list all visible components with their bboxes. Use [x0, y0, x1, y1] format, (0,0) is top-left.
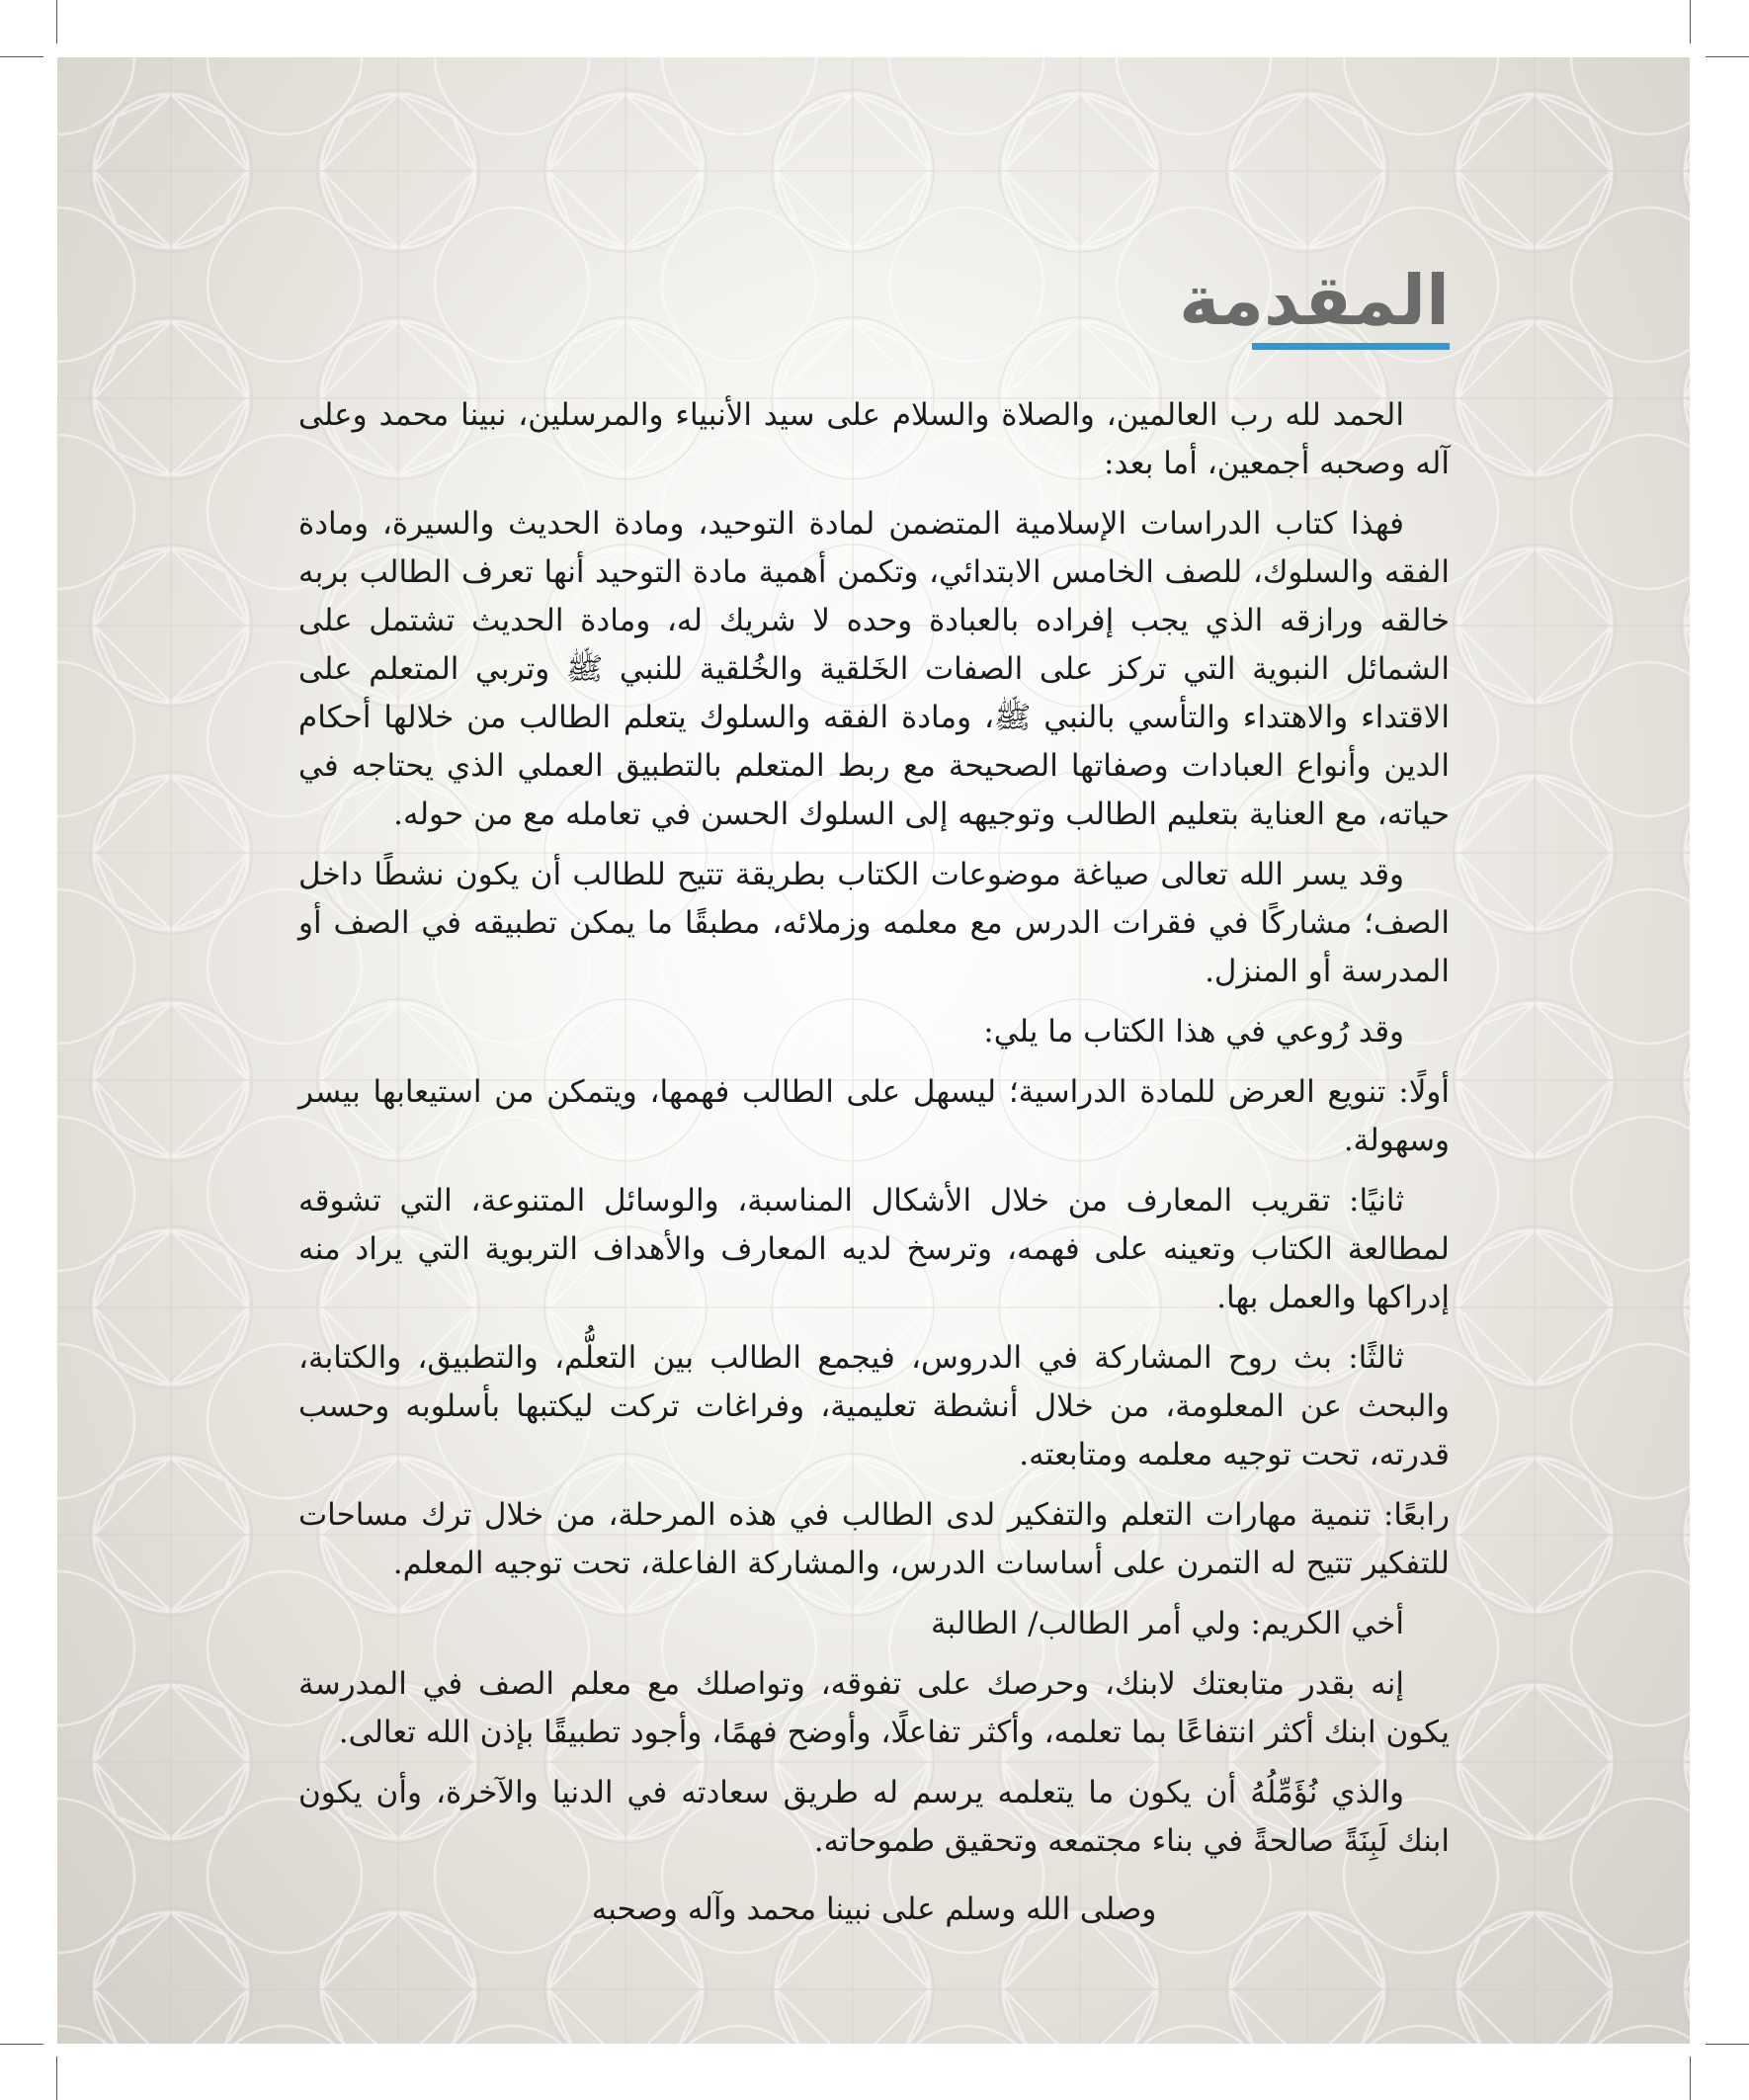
paragraph-closing-prayer: وصلى الله وسلم على نبينا محمد وآله وصحبه	[591, 1891, 1157, 1927]
paragraph-guardian-followup: إنه بقدر متابعتك لابنك، وحرصك على تفوقه، وتواصلك مع معلم الصف في المدرسة يكون ابنك أكثر انتفاعًا بما تعلمه، وأكثر تفاعلًا، وأوضح فهمًا، وأجود تطبيقًا بإذن الله تعالى.	[298, 1666, 1450, 1750]
body-text	[298, 391, 1450, 1946]
title-underline	[1252, 343, 1450, 350]
paragraph-opening: الحمد لله رب العالمين، والصلاة والسلام على سيد الأنبياء والمرسلين، نبينا محمد وعلى آله وصحبه أجمعين، أما بعد:	[298, 397, 1450, 481]
crop-mark-top-right-h	[1706, 56, 1749, 57]
paragraph-hope: والذي نُؤَمِّلُهُ أن يكون ما يتعلمه يرسم له طريق سعادته في الدنيا والآخرة، وأن يكون ابنك لَبِنَةً صالحةً في بناء مجتمعه وتحقيق طموحاته.	[298, 1775, 1450, 1859]
page	[57, 57, 1690, 2044]
crop-mark-top-right-v	[1690, 0, 1691, 43]
page-title: المقدمة	[1179, 260, 1450, 341]
crop-mark-top-left-v	[56, 0, 57, 43]
paragraph-book-description: فهذا كتاب الدراسات الإسلامية المتضمن لمادة التوحيد، ومادة الحديث والسيرة، ومادة الفقه والسلوك، للصف الخامس الابتدائي، وتكمن أهمية مادة التوحيد أنها تعرف الطالب بربه خالقه ورازقه الذي يجب إفراده بالعبادة وحده لا شريك له، ومادة الحديث تشتمل على الشمائل النبوية التي تركز على الصفات الخَلقية والخُلقية للنبي ﷺ وتربي المتعلم على الاقتداء والاهتداء والتأسي بالنبي ﷺ، ومادة الفقه والسلوك يتعلم الطالب من خلالها أحكام الدين وأنواع العبادات وصفاتها الصحيحة مع ربط المتعلم بالتطبيق العملي الذي يحتاجه في حياته، مع العناية بتعليم الطالب وتوجيهه إلى السلوك الحسن في تعامله مع من حوله.	[298, 506, 1450, 832]
crop-mark-bottom-right-h	[1706, 2044, 1749, 2045]
paragraph-point-third: ثالثًا: بث روح المشاركة في الدروس، فيجمع الطالب بين التعلُّم، والتطبيق، والكتابة، والبحث عن المعلومة، من خلال أنشطة تعليمية، وفراغات تركت ليكتبها بأسلوبه وحسب قدرته، تحت توجيه معلمه ومتابعته.	[298, 1340, 1450, 1472]
crop-mark-top-left-h	[0, 56, 43, 57]
crop-mark-bottom-right-v	[1690, 2057, 1691, 2100]
paragraph-considerations-intro: وقد رُوعي في هذا الكتاب ما يلي:	[983, 1014, 1404, 1050]
crop-mark-bottom-left-v	[56, 2057, 57, 2100]
crop-mark-bottom-left-h	[0, 2044, 43, 2045]
paragraph-active-learning: وقد يسر الله تعالى صياغة موضوعات الكتاب بطريقة تتيح للطالب أن يكون نشطًا داخل الصف؛ مشاركًا في فقرات الدرس مع معلمه وزملائه، مطبقًا ما يمكن تطبيقه في الصف أو المدرسة أو المنزل.	[298, 857, 1450, 989]
paragraph-point-second: ثانيًا: تقريب المعارف من خلال الأشكال المناسبة، والوسائل المتنوعة، التي تشوقه لمطالعة الكتاب وتعينه على فهمه، وترسخ لديه المعارف والأهداف التربوية التي يراد منه إدراكها والعمل بها.	[298, 1183, 1450, 1315]
paragraph-guardian-address: أخي الكريم: ولي أمر الطالب/ الطالبة	[930, 1606, 1404, 1641]
paragraph-point-fourth: رابعًا: تنمية مهارات التعلم والتفكير لدى الطالب في هذه المرحلة، من خلال ترك مساحات للتفكير تتيح له التمرن على أساسات الدرس، والمشاركة الفاعلة، تحت توجيه المعلم.	[298, 1497, 1450, 1581]
paragraph-point-first: أولًا: تنويع العرض للمادة الدراسية؛ ليسهل على الطالب فهمها، ويتمكن من استيعابها بيسر وسهولة.	[298, 1074, 1450, 1158]
title-block	[1179, 260, 1450, 350]
